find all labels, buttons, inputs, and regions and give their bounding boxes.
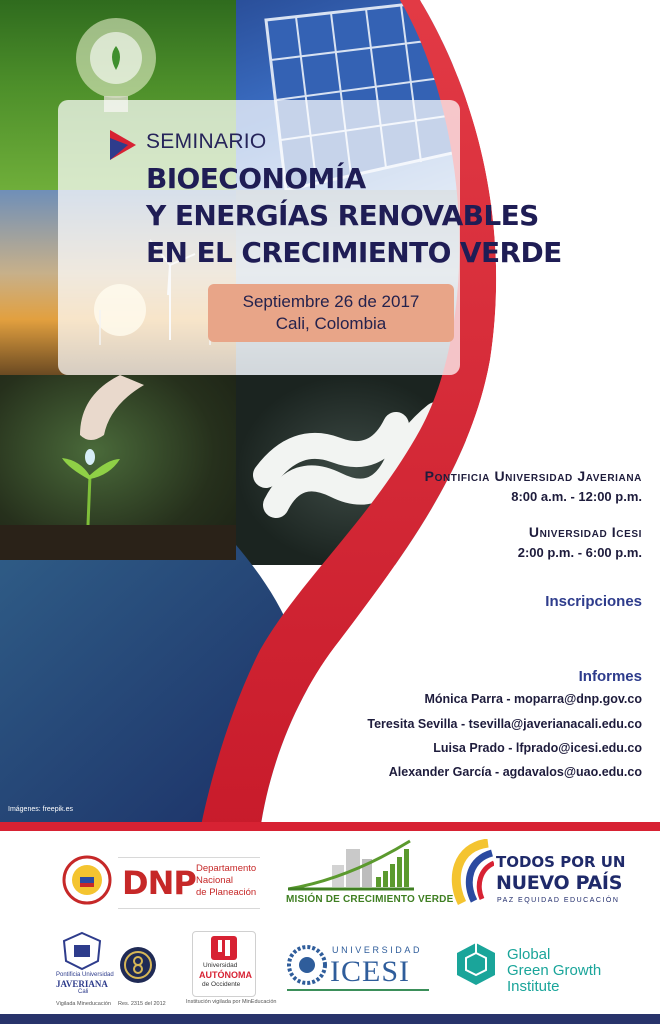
nuevo-pais-tagline: PAZ EQUIDAD EDUCACIÓN [497, 897, 620, 904]
logos-bottom-band [0, 1014, 660, 1024]
nuevo-pais-line-2: NUEVO PAÍS [496, 872, 623, 894]
event-title-line-2: Y ENERGÍAS RENOVABLES [146, 199, 539, 232]
mision-crecimiento-verde-name: MISIÓN DE CRECIMIENTO VERDE [286, 894, 454, 905]
event-title-line-3: EN EL CRECIMIENTO VERDE [146, 236, 562, 269]
acreditacion-caption: Res. 2315 del 2012 [118, 1001, 166, 1007]
javeriana-shield-icon [60, 931, 104, 971]
event-date: Septiembre 26 de 2017 [242, 292, 420, 311]
uao-mark-icon [211, 936, 237, 960]
dnp-name-1: Departamento [196, 863, 257, 874]
contact-monica[interactable]: Mónica Parra - moparra@dnp.gov.co [424, 692, 642, 706]
uao-logo [192, 931, 256, 997]
javeriana-line-1: Pontificia Universidad [56, 972, 114, 978]
colombia-seal-icon [62, 855, 112, 905]
acreditacion-seal-icon [118, 945, 158, 985]
uao-line-1: Universidad [203, 962, 238, 969]
uao-line-3: de Occidente [202, 981, 241, 988]
gggi-line-3: Institute [507, 978, 560, 995]
seminar-logo-icon [108, 128, 138, 162]
uao-caption: Institución vigilada por MinEducación [186, 999, 277, 1005]
gggi-hexagon-icon [455, 941, 497, 987]
date-box [208, 284, 454, 342]
venue-javeriana: Pontificia Universidad Javeriana [424, 468, 642, 484]
nuevo-pais-line-1: TODOS POR UN [496, 853, 626, 871]
gggi-line-1: Global [507, 946, 551, 963]
contact-luisa[interactable]: Luisa Prado - lfprado@icesi.edu.co [433, 741, 642, 755]
dnp-name-3: de Planeación [196, 887, 257, 898]
sponsor-logos-area [0, 831, 660, 1014]
nuevo-pais-flag-icon [448, 839, 494, 907]
venue-icesi: Universidad Icesi [528, 524, 642, 540]
icesi-underline [287, 989, 429, 991]
uao-line-2: AUTÓNOMA [199, 970, 252, 980]
registration-link[interactable]: Inscripciones [545, 593, 642, 610]
javeriana-caption: Vigilada Mineducación [56, 1001, 111, 1007]
gggi-line-2: Green Growth [507, 962, 602, 979]
seminar-kicker: SEMINARIO [146, 130, 267, 153]
logos-top-band [0, 822, 660, 831]
info-heading: Informes [578, 668, 642, 685]
icesi-emblem-icon [287, 945, 327, 985]
time-javeriana: 8:00 a.m. - 12:00 p.m. [511, 489, 642, 504]
dnp-name-2: Nacional [196, 875, 233, 886]
time-icesi: 2:00 p.m. - 6:00 p.m. [517, 545, 642, 560]
contact-teresita[interactable]: Teresita Sevilla - tsevilla@javerianacali.edu.co [367, 717, 642, 731]
contact-alexander[interactable]: Alexander García - agdavalos@uao.edu.co [388, 765, 642, 779]
event-place: Cali, Colombia [275, 314, 387, 333]
dnp-abbr: DNP [122, 864, 196, 902]
image-credit: Imágenes: freepik.es [8, 806, 73, 813]
event-title-line-1: BIOECONOMÍA [146, 162, 366, 195]
icesi-line-1: UNIVERSIDAD [332, 945, 423, 955]
javeriana-line-2: JAVERIANA [56, 979, 108, 989]
javeriana-line-3: Cali [78, 989, 89, 995]
icesi-line-2: ICESI [330, 955, 410, 988]
dnp-logo [118, 857, 260, 909]
